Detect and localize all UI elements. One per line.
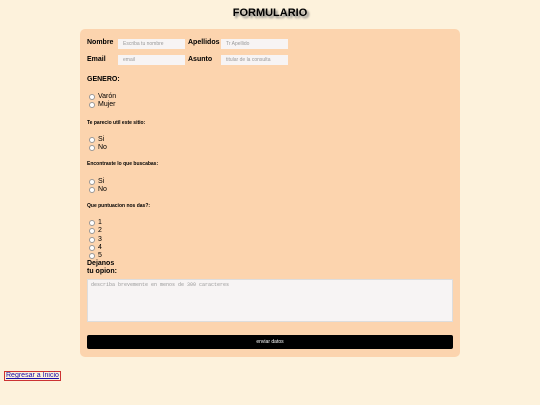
option-label: 4 xyxy=(98,244,102,251)
option-label: 2 xyxy=(98,227,102,234)
option-label: 5 xyxy=(98,252,102,259)
option-label: 1 xyxy=(98,219,102,226)
page-title: FORMULARIO xyxy=(232,7,308,19)
radio-encontraste-no[interactable] xyxy=(89,186,107,194)
radio-circle[interactable] xyxy=(89,220,95,226)
radio-varon[interactable] xyxy=(89,93,116,101)
option-label: Varón xyxy=(98,93,117,100)
radio-puntuacion-3[interactable] xyxy=(89,236,102,244)
opinion-label-line1: Dejanos xyxy=(87,260,115,267)
radio-circle[interactable] xyxy=(89,253,95,259)
contact-form xyxy=(80,29,460,357)
radio-puntuacion-2[interactable] xyxy=(89,227,102,235)
opinion-label-line2: tu opion: xyxy=(87,268,117,275)
radio-circle[interactable] xyxy=(89,228,95,234)
radio-circle[interactable] xyxy=(89,94,95,100)
radio-circle[interactable] xyxy=(89,145,95,151)
radio-circle[interactable] xyxy=(89,245,95,251)
opinion-label xyxy=(87,260,117,276)
radio-circle[interactable] xyxy=(89,187,95,193)
radio-circle[interactable] xyxy=(89,237,95,243)
opinion-textarea[interactable] xyxy=(87,279,453,322)
option-label: Si xyxy=(98,136,105,143)
option-label: 3 xyxy=(98,236,102,243)
util-label: Te parecio util este sitio: xyxy=(87,120,146,126)
apellidos-input[interactable] xyxy=(221,39,288,49)
radio-util-si[interactable] xyxy=(89,136,104,144)
back-to-home-link[interactable]: Regresar a Inicio xyxy=(6,372,59,379)
radio-puntuacion-4[interactable] xyxy=(89,244,102,252)
nombre-label: Nombre xyxy=(87,39,114,46)
radio-circle[interactable] xyxy=(89,137,95,143)
radio-encontraste-si[interactable] xyxy=(89,178,104,186)
email-label: Email xyxy=(87,56,106,63)
radio-mujer[interactable] xyxy=(89,101,116,109)
nombre-input[interactable] xyxy=(118,39,185,49)
encontraste-label: Encontraste lo que buscabas: xyxy=(87,161,159,167)
genero-label: GENERO: xyxy=(87,76,120,83)
puntuacion-label: Que puntuacion nos das?: xyxy=(87,203,151,209)
radio-puntuacion-1[interactable] xyxy=(89,219,102,227)
asunto-input[interactable] xyxy=(221,55,288,65)
radio-circle[interactable] xyxy=(89,102,95,108)
email-input[interactable] xyxy=(118,55,185,65)
asunto-label: Asunto xyxy=(188,56,213,63)
apellidos-label: Apellidos xyxy=(188,39,220,46)
radio-util-no[interactable] xyxy=(89,144,107,152)
submit-button[interactable]: enviar datos xyxy=(87,335,453,349)
option-label: No xyxy=(98,186,107,193)
radio-puntuacion-5[interactable] xyxy=(89,252,102,260)
radio-circle[interactable] xyxy=(89,179,95,185)
option-label: No xyxy=(98,144,107,151)
option-label: Mujer xyxy=(98,101,116,108)
option-label: Si xyxy=(98,178,105,185)
